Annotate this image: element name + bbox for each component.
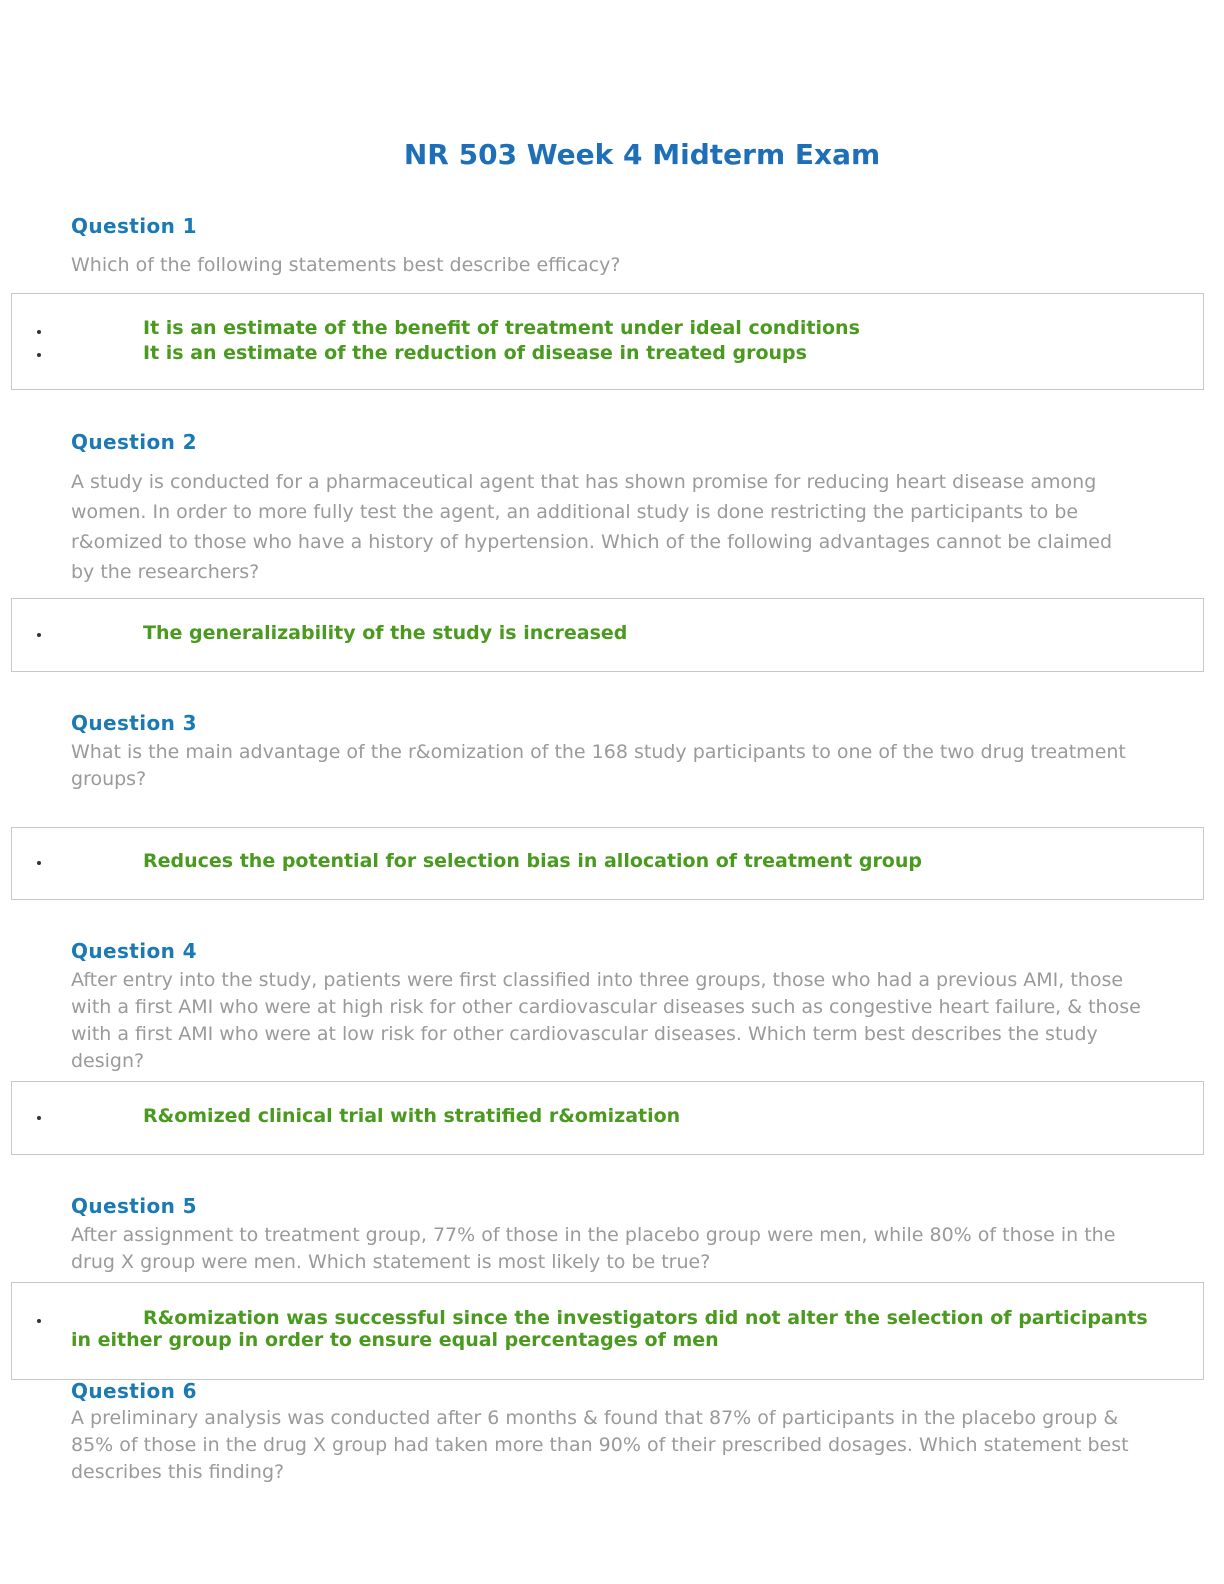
question-3-text: What is the main advantage of the r&omization of the 168 study participants to one of the two drug treatment groups?	[71, 741, 1126, 790]
question-6-heading: Question 6	[71, 1379, 197, 1403]
question-4-answer-1: R&omized clinical trial with stratified r&omization	[143, 1105, 681, 1127]
question-4-text: After entry into the study, patients were first classified into three groups, those who had a previous AMI, those with a first AMI who were at high risk for other cardiovascular diseases such as congestive heart failure, & those with a first AMI who were at low risk for other cardiovascular diseases. Which term best describes the study design?	[71, 969, 1141, 1072]
question-1-text: Which of the following statements best describe efficacy?	[71, 254, 621, 276]
question-5-answer-1: R&omization was successful since the investigators did not alter the selection of participants in either group in order to ensure equal percentages of men	[71, 1307, 1148, 1351]
bullet-icon	[37, 1319, 41, 1323]
bullet-icon	[37, 633, 41, 637]
page-title: NR 503 Week 4 Midterm Exam	[403, 138, 881, 171]
question-2-heading: Question 2	[71, 430, 197, 454]
question-5-text: After assignment to treatment group, 77% of those in the placebo group were men, while 80% of those in the drug X group were men. Which statement is most likely to be true?	[71, 1224, 1116, 1273]
question-3-heading: Question 3	[71, 711, 197, 735]
question-3-answer-1: Reduces the potential for selection bias in allocation of treatment group	[143, 850, 922, 872]
question-6-text: A preliminary analysis was conducted after 6 months & found that 87% of participants in the placebo group & 85% of those in the drug X group had taken more than 90% of their prescribed dosages. Which statement best describes this finding?	[71, 1407, 1129, 1483]
question-1-heading: Question 1	[71, 214, 197, 238]
bullet-icon	[37, 861, 41, 865]
bullet-icon	[37, 353, 41, 357]
question-4-heading: Question 4	[71, 939, 197, 963]
bullet-icon	[37, 1116, 41, 1120]
question-2-answer-1: The generalizability of the study is increased	[143, 622, 628, 644]
question-5-heading: Question 5	[71, 1194, 197, 1218]
question-2-text: A study is conducted for a pharmaceutical agent that has shown promise for reducing heart disease among women. In order to more fully test the agent, an additional study is done restricting the participants to be r&omized to those who have a history of hypertension. Which of the following advantages cannot be claimed by the researchers?	[71, 471, 1113, 583]
question-1-answer-1: It is an estimate of the benefit of treatment under ideal conditions	[143, 317, 860, 339]
question-1-answer-2: It is an estimate of the reduction of disease in treated groups	[143, 342, 807, 364]
bullet-icon	[37, 330, 41, 334]
